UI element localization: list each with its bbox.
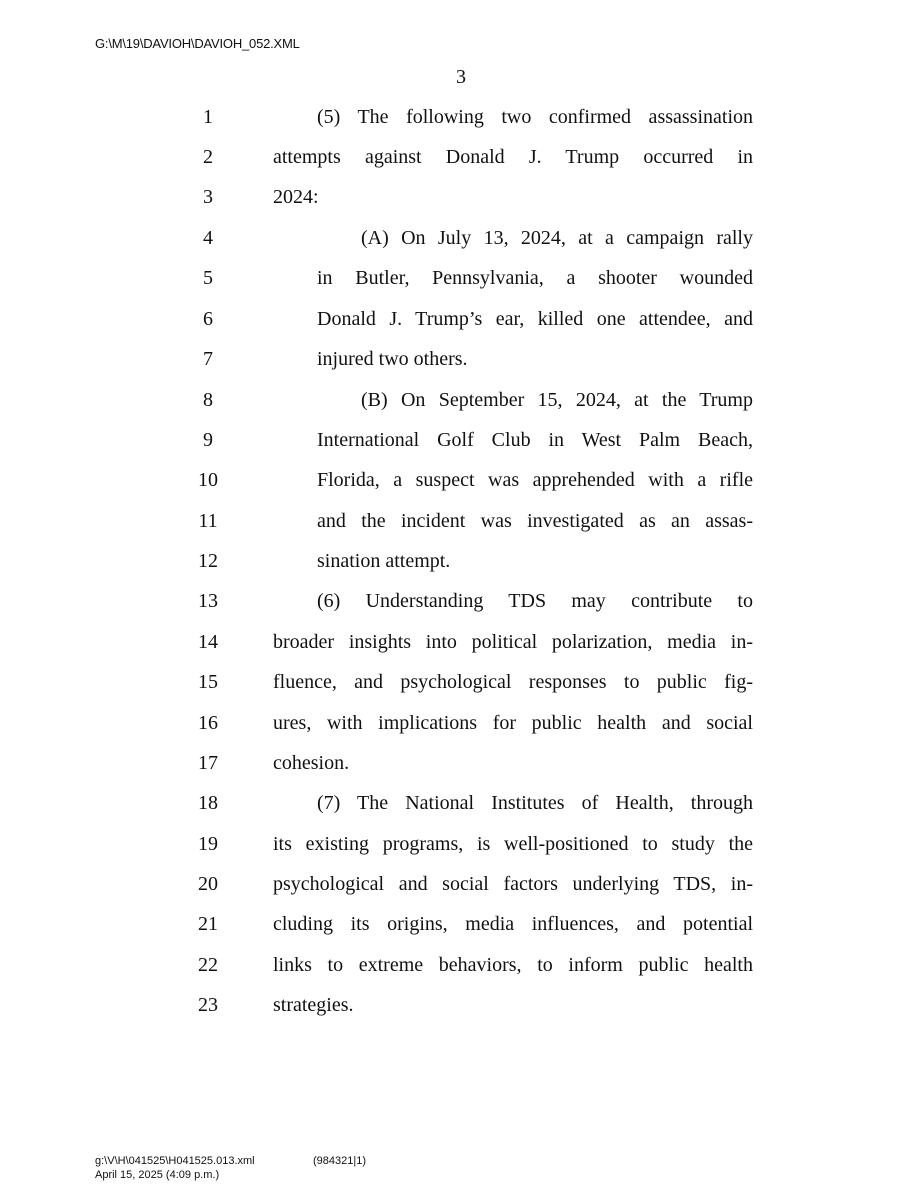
line-number: 20 <box>198 873 218 895</box>
line-text: (A) On July 13, 2024, at a campaign rally <box>361 227 753 249</box>
bill-line <box>0 465 922 495</box>
line-text: cohesion. <box>273 752 350 774</box>
page-number: 3 <box>456 66 466 88</box>
bill-line <box>0 506 922 536</box>
bill-line <box>0 909 922 939</box>
line-number: 19 <box>198 833 218 855</box>
line-number: 13 <box>198 590 218 612</box>
line-text: and the incident was investigated as an assas- <box>317 510 753 532</box>
line-text: Florida, a suspect was apprehended with a rifle <box>317 469 753 491</box>
line-text: strategies. <box>273 994 354 1016</box>
line-number: 12 <box>198 550 218 572</box>
line-number: 10 <box>198 469 218 491</box>
bill-line <box>0 102 922 132</box>
bill-line <box>0 385 922 415</box>
line-text: broader insights into political polarization, media in- <box>273 631 753 653</box>
line-text: attempts against Donald J. Trump occurred in <box>273 146 753 168</box>
bill-line <box>0 182 922 212</box>
bill-line <box>0 990 922 1020</box>
line-text: sination attempt. <box>317 550 451 572</box>
line-text: Donald J. Trump’s ear, killed one attendee, and <box>317 308 753 330</box>
line-text: links to extreme behaviors, to inform public health <box>273 954 753 976</box>
footer-file-path: g:\V\H\041525\H041525.013.xml <box>95 1155 255 1167</box>
line-number: 7 <box>203 348 213 370</box>
bill-line <box>0 425 922 455</box>
line-number: 22 <box>198 954 218 976</box>
line-number: 9 <box>203 429 213 451</box>
bill-line <box>0 142 922 172</box>
bill-line <box>0 546 922 576</box>
footer-code: (984321|1) <box>313 1155 367 1167</box>
line-number: 5 <box>203 267 213 289</box>
bill-line <box>0 223 922 253</box>
bill-line <box>0 708 922 738</box>
line-text: psychological and social factors underlying TDS, in- <box>273 873 753 895</box>
line-text: its existing programs, is well-positioned to study the <box>273 833 753 855</box>
header-file-path: G:\M\19\DAVIOH\DAVIOH_052.XML <box>95 36 300 51</box>
line-text: cluding its origins, media influences, and potential <box>273 913 753 935</box>
footer-date: April 15, 2025 (4:09 p.m.) <box>95 1169 220 1181</box>
bill-line <box>0 788 922 818</box>
bill-line <box>0 667 922 697</box>
bill-line <box>0 627 922 657</box>
bill-line <box>0 748 922 778</box>
line-number: 15 <box>198 671 218 693</box>
line-number: 1 <box>203 106 213 128</box>
line-text: (6) Understanding TDS may contribute to <box>317 590 753 612</box>
line-number: 17 <box>198 752 218 774</box>
bill-line <box>0 869 922 899</box>
line-number: 3 <box>203 186 213 208</box>
line-number: 11 <box>198 510 218 532</box>
bill-line <box>0 263 922 293</box>
bill-line <box>0 586 922 616</box>
bill-line <box>0 304 922 334</box>
line-text: ures, with implications for public health and social <box>273 712 753 734</box>
line-text: (5) The following two confirmed assassination <box>317 106 753 128</box>
line-number: 18 <box>198 792 218 814</box>
line-number: 4 <box>203 227 213 249</box>
line-number: 21 <box>198 913 218 935</box>
line-number: 8 <box>203 389 213 411</box>
line-text: in Butler, Pennsylvania, a shooter wounded <box>317 267 753 289</box>
line-number: 23 <box>198 994 218 1016</box>
line-text: 2024: <box>273 186 319 208</box>
line-text: fluence, and psychological responses to public fig- <box>273 671 753 693</box>
line-number: 14 <box>198 631 218 653</box>
line-number: 16 <box>198 712 218 734</box>
line-number: 2 <box>203 146 213 168</box>
line-text: International Golf Club in West Palm Beach, <box>317 429 753 451</box>
bill-line <box>0 950 922 980</box>
bill-line <box>0 829 922 859</box>
line-number: 6 <box>203 308 213 330</box>
line-text: injured two others. <box>317 348 468 370</box>
line-text: (B) On September 15, 2024, at the Trump <box>361 389 753 411</box>
bill-line <box>0 344 922 374</box>
line-text: (7) The National Institutes of Health, through <box>317 792 753 814</box>
